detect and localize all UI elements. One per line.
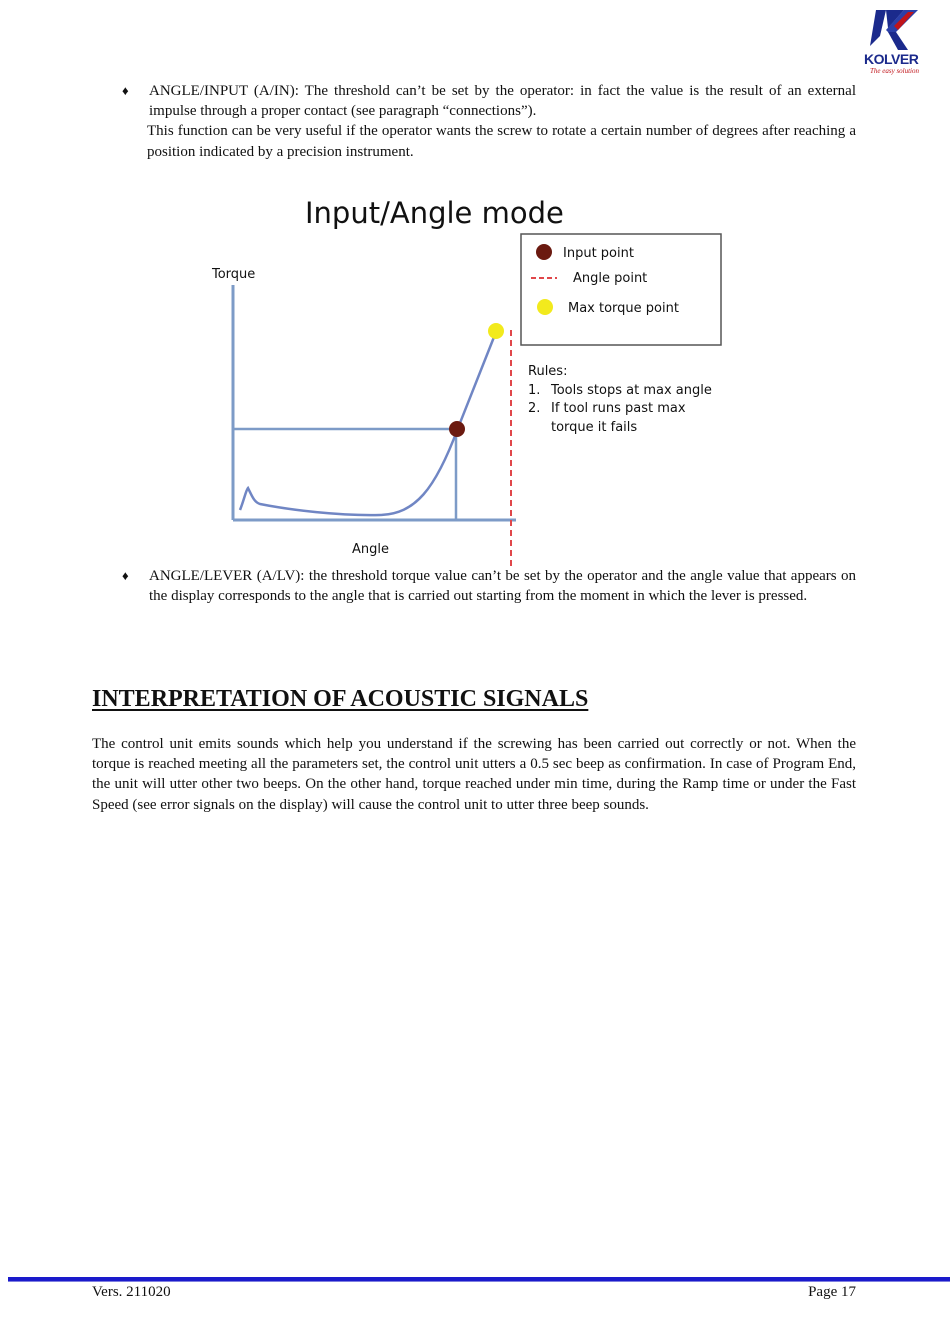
legend-max-torque-icon <box>537 299 553 315</box>
acoustic-signals-paragraph: The control unit emits sounds which help you understand if the screwing has been carried out correctly or not. When the torque is reached meeting all the parameters set, the control unit utters a 0.5 sec beep as confirmation. In case of Program End, the unit will utter other two beeps. On the other hand, torque reached under min time, during the Ramp time or under the Fast Speed (see error signals on the display) will cause the control unit to utter three beep sounds. <box>92 736 856 813</box>
angle-lever-text: ANGLE/LEVER (A/LV): the threshold torque value can’t be set by the operator and the angle value that appears on the display corresponds to the angle that is carried out starting from the moment in which the lever is pressed. <box>149 568 856 605</box>
rule-2-text: If tool runs past max <box>551 401 686 416</box>
angle-lever-item <box>122 566 856 606</box>
angle-input-text: ANGLE/INPUT (A/IN): The threshold can’t be set by the operator: in fact the value is the result of an external impulse through a proper contact (see paragraph “connections”). <box>149 83 856 120</box>
y-axis-label: Torque <box>212 267 256 282</box>
rule-2-number: 2. <box>528 401 541 416</box>
footer-version: Vers. 211020 <box>92 1284 171 1300</box>
angle-input-item <box>122 81 856 162</box>
footer-page-number: Page 17 <box>808 1284 856 1300</box>
rules-title: Rules: <box>528 364 568 379</box>
input-point-marker <box>449 421 465 437</box>
figure-title: Input/Angle mode <box>305 196 564 230</box>
legend-max-torque-point: Max torque point <box>568 301 679 316</box>
logo-brand: KOLVER <box>864 51 919 67</box>
x-axis-label: Angle <box>352 542 389 557</box>
footer-rule-shadow <box>8 1281 950 1282</box>
rule-1-number: 1. <box>528 383 541 398</box>
legend-angle-point: Angle point <box>573 271 648 286</box>
bullet-icon: ♦ <box>122 568 129 583</box>
section-heading: INTERPRETATION OF ACOUSTIC SIGNALS <box>92 686 589 712</box>
bullet-icon: ♦ <box>122 83 129 98</box>
rule-1-text: Tools stops at max angle <box>551 383 712 398</box>
legend-input-point-icon <box>536 244 552 260</box>
rule-2-text-continued: torque it fails <box>551 420 638 435</box>
input-angle-mode-diagram <box>200 190 752 566</box>
legend-input-point: Input point <box>563 246 634 261</box>
logo-tagline: The easy solution <box>870 67 919 75</box>
angle-input-detail: This function can be very useful if the operator wants the screw to rotate a certain number of degrees after reaching a position indicated by a precision instrument. <box>147 123 856 160</box>
max-torque-point-marker <box>488 323 504 339</box>
